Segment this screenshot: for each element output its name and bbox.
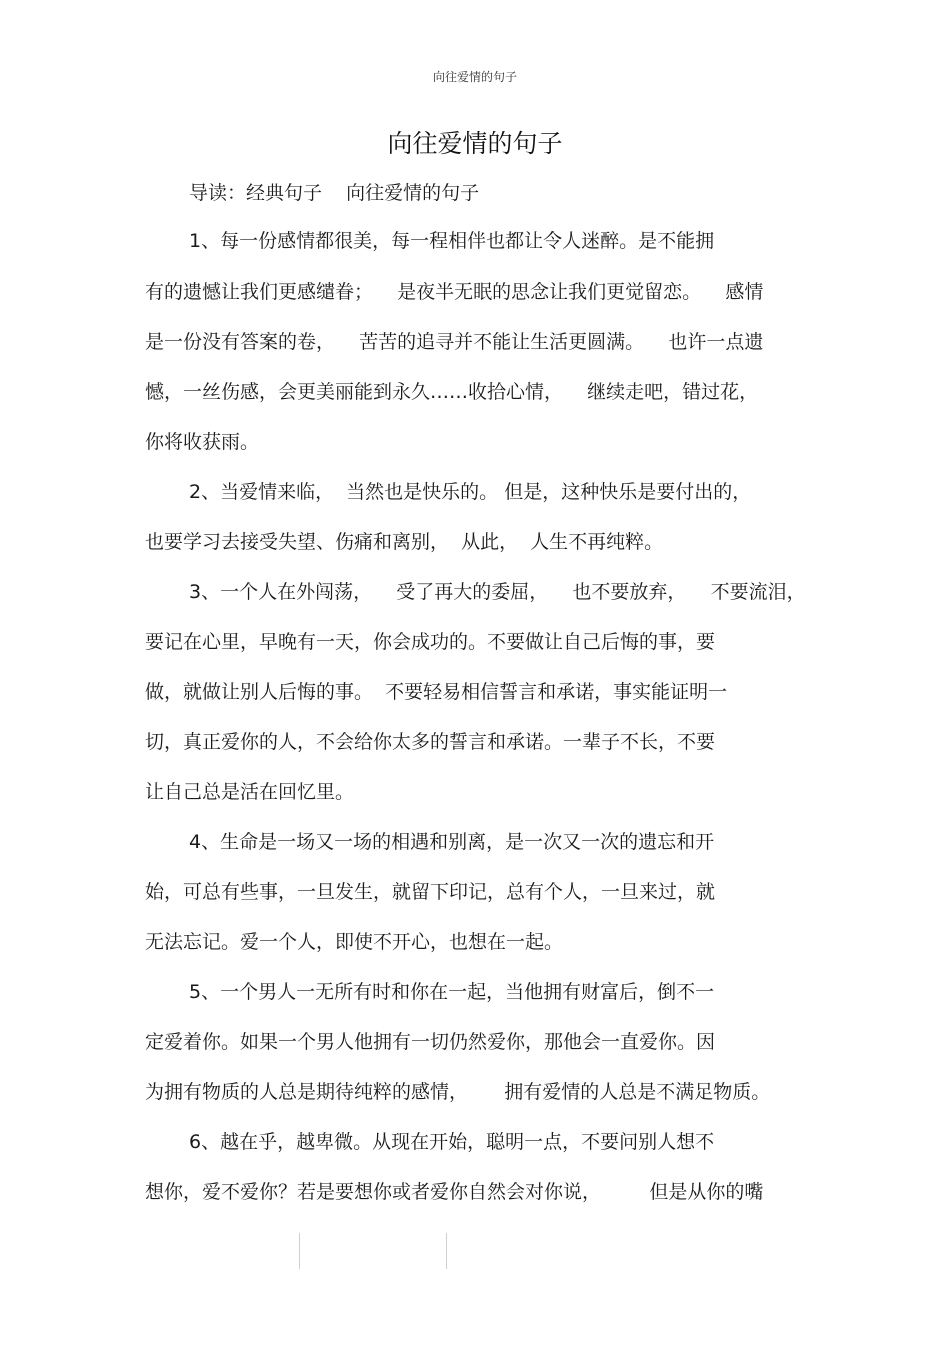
body-line: 3、一个人在外闯荡， 受了再大的委屈， 也不要放弃， 不要流泪， — [189, 581, 806, 603]
body-line: 4、生命是一场又一场的相遇和别离，是一次又一次的遗忘和开 — [189, 831, 715, 853]
body-line: 切，真正爱你的人，不会给你太多的誓言和承诺。一辈子不长，不要 — [145, 731, 716, 753]
body-line: 你将收获雨。 — [145, 431, 260, 453]
body-line: 也要学习去接受失望、伤痛和离别， 从此， 人生不再纯粹。 — [145, 531, 664, 553]
footer-divider — [299, 1233, 300, 1269]
body-line: 想你，爱不爱你？若是要想你或者爱你自然会对你说， 但是从你的嘴 — [145, 1181, 764, 1203]
body-line: 始，可总有些事，一旦发生，就留下印记，总有个人，一旦来过，就 — [145, 881, 716, 903]
body-line: 6、越在乎，越卑微。从现在开始，聪明一点，不要问别人想不 — [189, 1131, 715, 1153]
body-line: 让自己总是活在回忆里。 — [145, 781, 355, 803]
body-line: 无法忘记。爱一个人，即使不开心，也想在一起。 — [145, 931, 564, 953]
body-line: 5、一个男人一无所有时和你在一起，当他拥有财富后，倒不一 — [189, 981, 715, 1003]
body-line: 有的遗憾让我们更感缱眷； 是夜半无眠的思念让我们更觉留恋。 感情 — [145, 281, 764, 303]
body-line: 憾，一丝伤感，会更美丽能到永久……收拾心情， 继续走吧，错过花， — [145, 381, 759, 403]
footer-divider — [446, 1233, 447, 1269]
body-line: 做，就做让别人后悔的事。 不要轻易相信誓言和承诺，事实能证明一 — [145, 681, 728, 703]
body-line: 1、每一份感情都很美，每一程相伴也都让令人迷醉。是不能拥 — [189, 230, 715, 252]
body-line: 定爱着你。如果一个男人他拥有一切仍然爱你，那他会一直爱你。因 — [145, 1031, 716, 1053]
body-line: 为拥有物质的人总是期待纯粹的感情， 拥有爱情的人总是不满足物质。 — [145, 1081, 771, 1103]
running-header: 向往爱情的句子 — [432, 70, 517, 84]
body-line: 2、当爱情来临， 当然也是快乐的。 但是，这种快乐是要付出的， — [189, 481, 752, 503]
body-line: 是一份没有答案的卷， 苦苦的追寻并不能让生活更圆满。 也许一点遗 — [145, 331, 764, 353]
body-line: 要记在心里，早晚有一天，你会成功的。不要做让自己后悔的事，要 — [145, 631, 716, 653]
lead-line: 导读：经典句子 向往爱情的句子 — [189, 182, 480, 204]
page-title: 向往爱情的句子 — [387, 129, 563, 158]
